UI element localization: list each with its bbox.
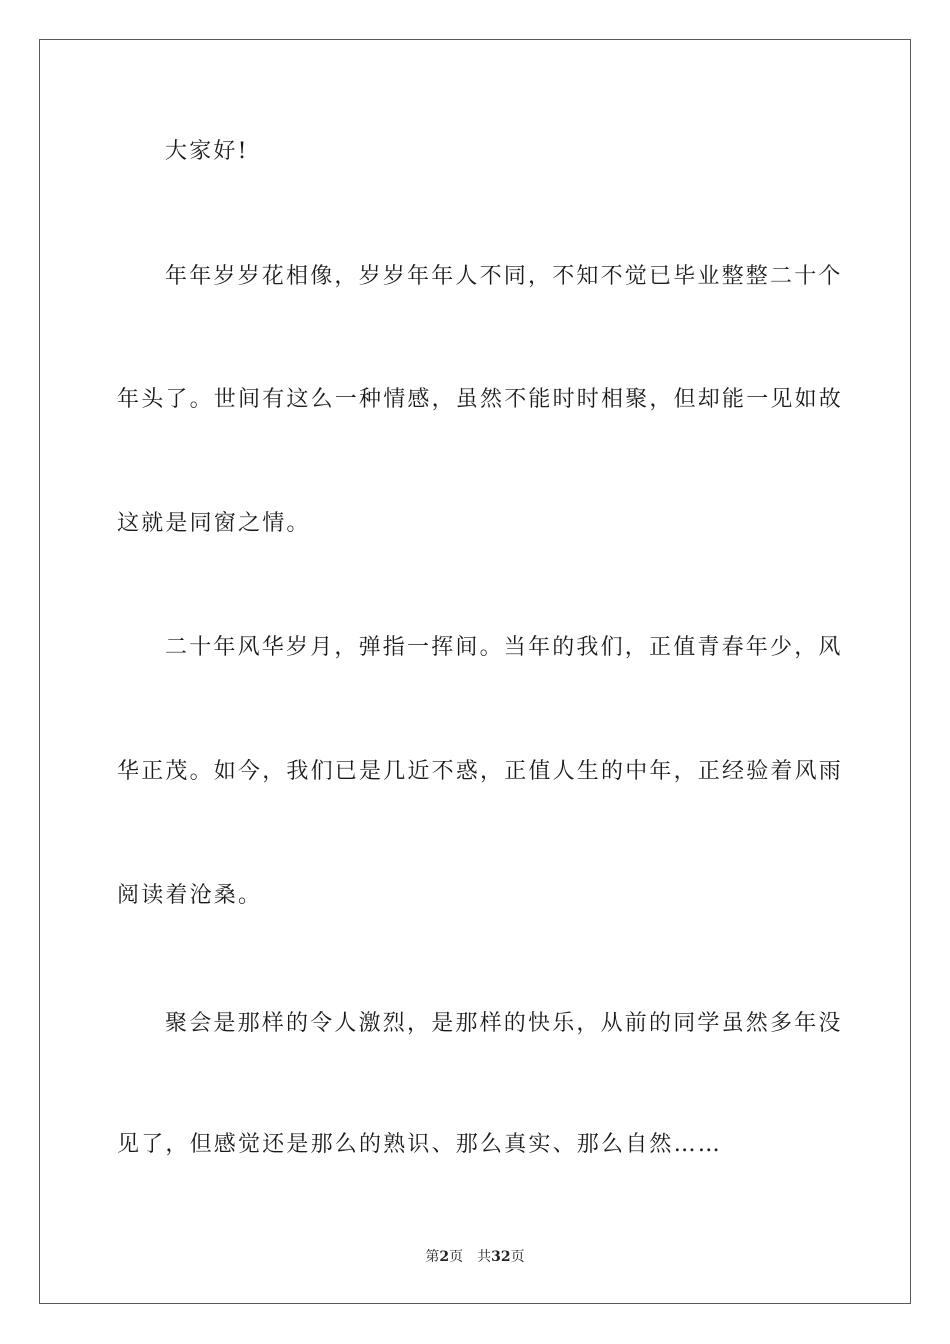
- page-suffix: 页: [449, 1249, 464, 1265]
- paragraph-3-line-1: 聚会是那样的令人激烈，是那样的快乐，从前的同学虽然多年没: [165, 1011, 843, 1036]
- page-number: 2: [439, 1249, 450, 1265]
- total-pages: 32: [491, 1249, 511, 1265]
- greeting-line: 大家好!: [165, 139, 249, 164]
- paragraph-3-line-2: 见了，但感觉还是那么的熟识、那么真实、那么自然……: [117, 1132, 723, 1157]
- paragraph-1-line-1: 年年岁岁花相像，岁岁年年人不同，不知不觉已毕业整整二十个: [165, 264, 843, 289]
- paragraph-1-line-2: 年头了。世间有这么一种情感，虽然不能时时相聚，但却能一见如故: [117, 387, 844, 412]
- paragraph-1-line-3: 这就是同窗之情。: [117, 511, 311, 536]
- paragraph-2-line-2: 华正茂。如今，我们已是几近不惑，正值人生的中年，正经验着风雨: [117, 759, 844, 784]
- paragraph-2-line-3: 阅读着沧桑。: [117, 883, 263, 908]
- total-prefix: 共: [477, 1249, 492, 1265]
- page-prefix: 第: [425, 1249, 440, 1265]
- paragraph-2-line-1: 二十年风华岁月，弹指一挥间。当年的我们，正值青春年少，风: [165, 635, 843, 660]
- page-frame: [39, 39, 911, 1304]
- total-suffix: 页: [510, 1249, 525, 1265]
- page-footer: [0, 1247, 950, 1267]
